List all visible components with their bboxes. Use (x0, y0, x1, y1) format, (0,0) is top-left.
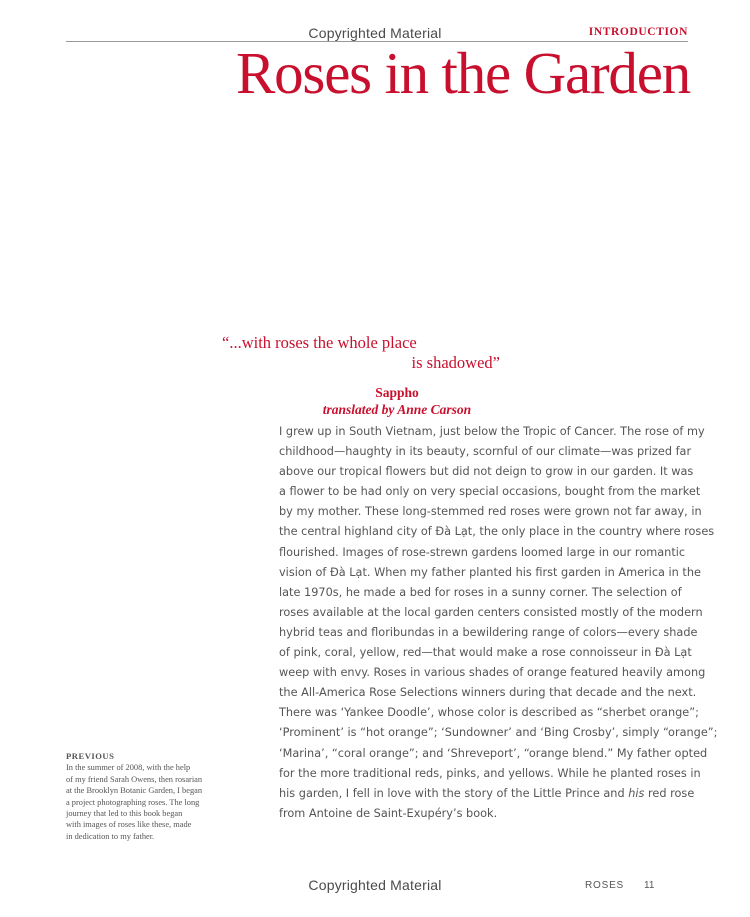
body-paragraph (279, 422, 718, 824)
body-line: ‘Marina’, “coral orange”; and ‘Shreveport’, “orange blend.” My father opted (279, 746, 708, 760)
body-line: for the more traditional reds, pinks, and yellows. While he planted roses in (279, 766, 701, 780)
epigraph-author: Sappho (375, 385, 419, 400)
body-line: There was ‘Yankee Doodle’, whose color is described as “sherbet orange”; (279, 706, 699, 720)
caption-line: in dedication to my father. (66, 831, 155, 841)
caption-line: with images of roses like these, made (66, 820, 192, 830)
epigraph-translator: translated by Anne Carson (322, 402, 472, 417)
body-line: roses available at the local garden centers consisted mostly of the modern (279, 605, 703, 619)
body-line: a flower to be had only on very special occasions, bought from the market (279, 485, 701, 499)
body-line: hybrid teas and floribundas in a bewildering range of colors—every shade (279, 625, 698, 639)
body-line: above our tropical flowers but did not deign to grow in our garden. It was (279, 465, 694, 479)
body-line: vision of Đà Lạt. When my father planted his first garden in America in the (279, 565, 701, 579)
copyright-watermark-bottom: Copyrighted Material (308, 877, 442, 893)
emphasis-word: his (628, 786, 645, 800)
section-label: INTRODUCTION (588, 26, 688, 38)
caption-line: at the Brooklyn Botanic Garden, I began (66, 786, 203, 796)
photo-caption (66, 751, 266, 842)
epigraph-quote (222, 333, 502, 373)
caption-line: of my friend Sarah Owens, then rosarian (66, 774, 203, 784)
body-line: by my mother. These long-stemmed red roses were grown not far away, in (279, 505, 702, 519)
body-line: ‘Prominent’ is “hot orange”; ‘Sundowner’ and ‘Bing Crosby’, simply “orange”; (279, 726, 718, 740)
body-line-text: his garden, I fell in love with the story of the Little Prince and (279, 786, 629, 800)
epigraph-line-1: “...with roses the whole place (222, 333, 417, 352)
caption-line: journey that led to this book began (66, 809, 183, 819)
body-line: from Antoine de Saint-Exupéry’s book. (279, 806, 498, 820)
body-line: the All-America Rose Selections winners during that decade and the next. (279, 686, 697, 700)
chapter-title: Roses in the Garden (235, 40, 690, 106)
body-line: childhood—haughty in its beauty, scornful of our climate—was prized far (279, 445, 692, 459)
body-line: I grew up in South Vietnam, just below the Tropic of Cancer. The rose of my (279, 425, 705, 438)
epigraph-attribution (312, 384, 482, 418)
caption-line: a project photographing roses. The long (66, 797, 200, 807)
copyright-watermark-top: Copyrighted Material (308, 25, 442, 41)
running-footer-section: ROSES (585, 880, 625, 891)
body-line: weep with envy. Roses in various shades of orange featured heavily among (279, 666, 706, 680)
body-line: flourished. Images of rose-strewn gardens loomed large in our romantic (279, 545, 686, 559)
body-line: the central highland city of Đà Lạt, the only place in the country where roses (279, 525, 715, 539)
body-line-text: red rose (644, 786, 695, 800)
body-line: late 1970s, he made a bed for roses in a sunny corner. The selection of (279, 585, 682, 599)
body-line: of pink, coral, yellow, red—that would make a rose connoisseur in Đà Lạt (279, 646, 692, 660)
body-line-with-emphasis (279, 784, 695, 804)
epigraph-line-2: is shadowed” (411, 353, 500, 372)
page-number: 11 (644, 880, 655, 891)
caption-line: In the summer of 2008, with the help (66, 763, 191, 773)
caption-label: PREVIOUS (66, 751, 115, 761)
